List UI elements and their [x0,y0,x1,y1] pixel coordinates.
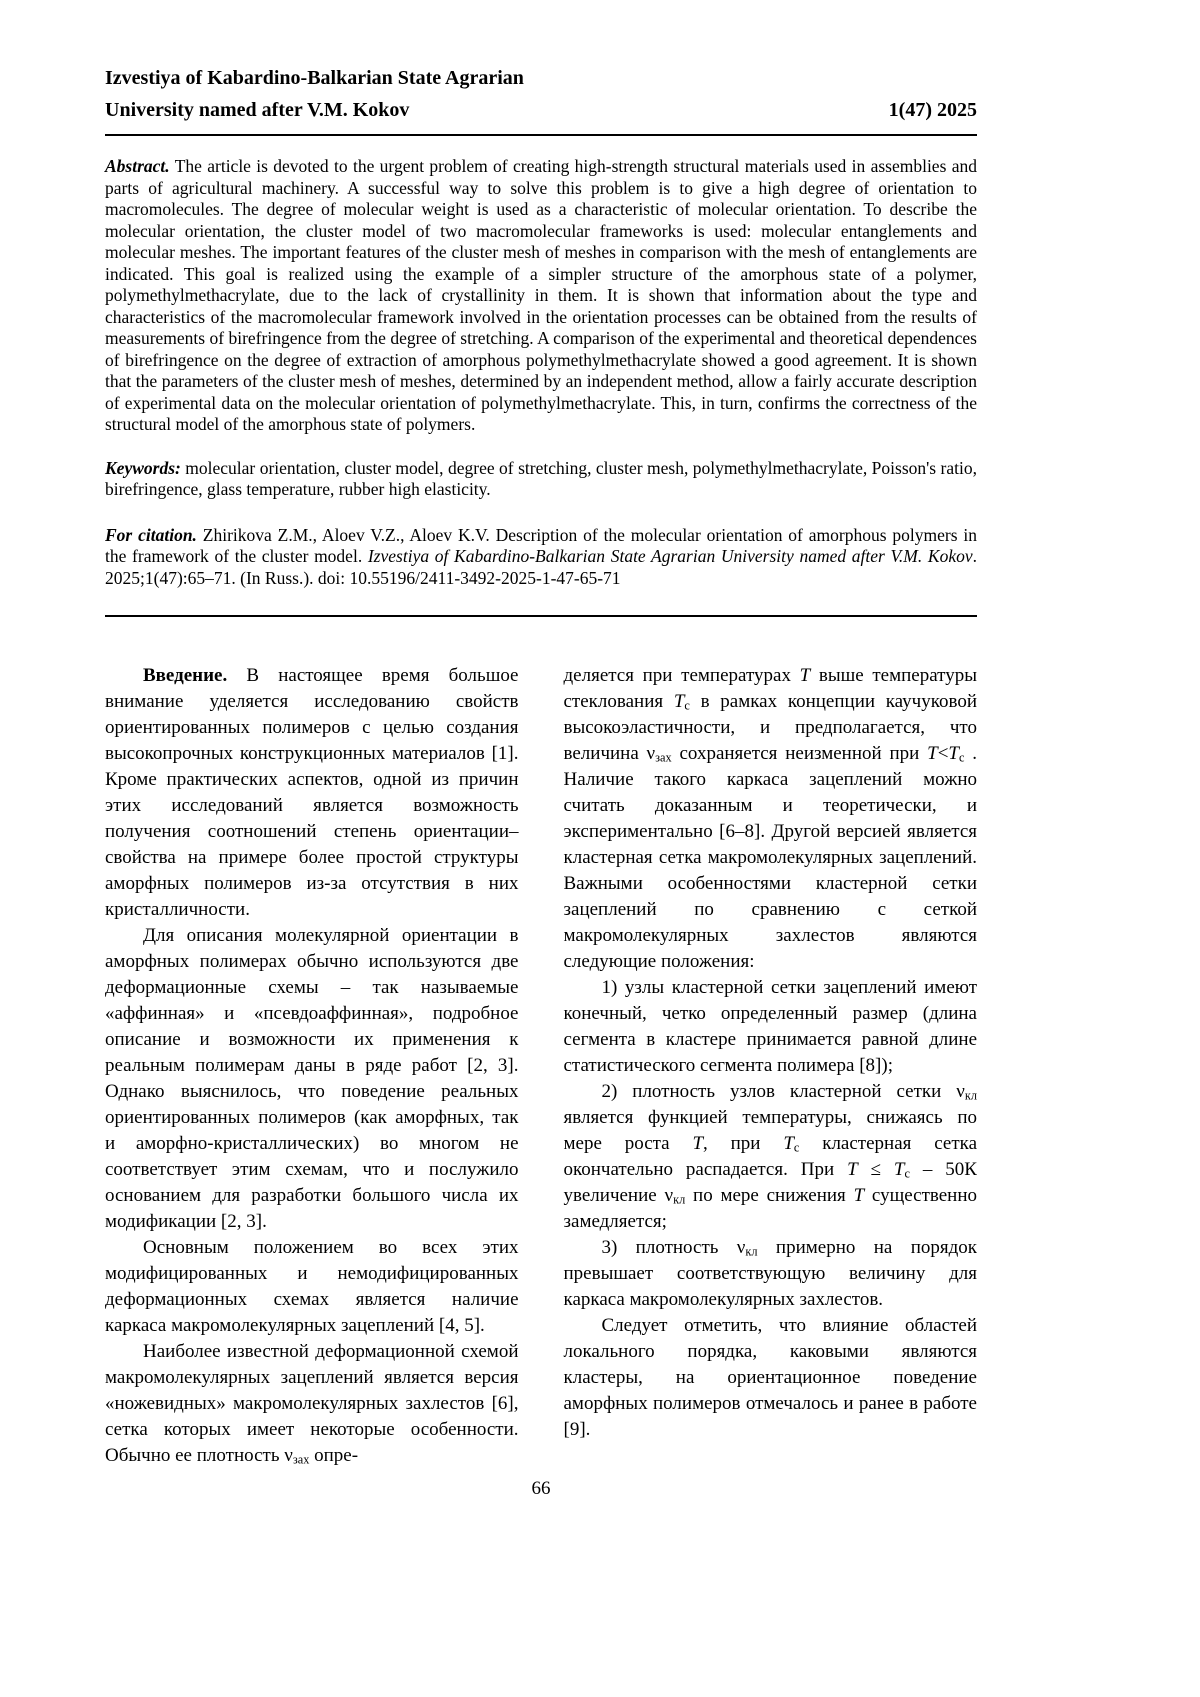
article-body [105,663,977,1469]
intro-paragraph: Введение. В настоящее время большое внимание уделяется исследованию свойств ориентированных полимеров с целью создания высокопрочных конструкционных материалов [1]. Кроме практических аспектов, одной из причин этих исследований является возможность получения соотношений степень ориентации–свойства на примере более простой структуры аморфных полимеров из-за отсутствия в них кристалличности. [105,665,519,920]
abstract-paragraph: Abstract. The article is devoted to the urgent problem of creating high-strength structural materials used in assemblies and parts of agricultural machinery. A successful way to solve this problem is to give a high degree of orientation to macromolecules. The degree of molecular weight is used as a characteristic of molecular orientation. To describe the molecular orientation, the cluster model of two macromolecular frameworks is used: molecular entanglements and molecular meshes. The important features of the cluster mesh of meshes in comparison with the mesh of entanglements are indicated. This goal is realized using the example of a simpler structure of the amorphous state of a polymer, polymethylmethacrylate, due to the lack of crystallinity in them. It is shown that information about the type and characteristics of the macromolecular framework involved in the orientation processes can be obtained from the results of measurements of birefringence from the degree of stretching. A comparison of the experimental and theoretical dependences of birefringence on the degree of extraction of amorphous polymethylmethacrylate showed a good agreement. It is shown that the parameters of the cluster mesh of meshes, determined by an independent method, allow a fairly accurate description of experimental data on the molecular orientation of polymethylmethacrylate. This, in turn, confirms the correctness of the structural model of the amorphous state of polymers. [105,156,977,434]
body-paragraph: Для описания молекулярной ориентации в аморфных полимерах обычно используются две деформационные схемы – так называемые «аффинная» и «псевдоаффинная», подробное описание и возможности их применения к реальным полимерам даны в ряде работ [2, 3]. Однако выяснилось, что поведение реальных ориентированных полимеров (как аморфных, так и аморфно-кристаллических) во многом не соответствует этим схемам, что и послужило основанием для разработки большого числа их модификации [2, 3]. [105,925,519,1232]
page-number: 66 [531,1478,551,1499]
header-row [105,94,977,126]
keywords-paragraph: Keywords: molecular orientation, cluster model, degree of stretching, cluster mesh, polymethylmethacrylate, Poisson's ratio, birefringence, glass temperature, rubber high elasticity. [105,457,977,499]
right-column [564,663,978,1469]
issue-number: 1(47) 2025 [888,99,977,121]
journal-title-line1: Izvestiya of Kabardino-Balkarian State Agrarian [105,67,524,89]
section-divider-rule [105,615,977,617]
body-paragraph: Основным положением во всех этих модифицированных и немодифицированных деформационных схемах является наличие каркаса макромолекулярных зацеплений [4, 5]. [105,1237,519,1336]
body-paragraph: Следует отметить, что влияние областей локального порядка, каковыми являются кластеры, на ориентационное поведение аморфных полимеров отмечалось и ранее в работе [9]. [563,1315,977,1440]
header-rule [105,134,977,136]
page-content [105,62,978,1499]
left-column [105,663,519,1469]
body-paragraph: 3) плотность $\nu_{кл}$ примерно на порядок превышает соответствующую величину для каркаса макромолекулярных захлестов. [563,1237,977,1310]
body-paragraph: Наиболее известной деформационной схемой макромолекулярных зацеплений является версия «ножевидных» макромолекулярных захлестов [6], сетка которых имеет некоторые особенности. Обычно ее плотность $\nu_{зах}$ опре- [105,1341,519,1467]
body-paragraph: 2) плотность узлов кластерной сетки $\nu_{кл}$ является функцией температуры, снижаясь по мере роста T, при $T_с$ кластерная сетка окончательно распадается. При $T \le T_с - 50К$ увеличение $\nu_{кл}$ по мере снижения T существенно замедляется; [563,1081,977,1232]
front-matter [105,156,977,589]
body-paragraph: 1) узлы кластерной сетки зацеплений имеют конечный, четко определенный размер (длина сегмента в кластере принимается равной длине статистического сегмента полимера [8]); [563,977,977,1076]
citation-paragraph: For citation. Zhirikova Z.M., Aloev V.Z., Aloev K.V. Description of the molecular orientation of amorphous polymers in the framework of the cluster model. Izvestiya of Kabardino-Balkarian State Agrarian University named after V.M. Kokov. 2025;1(47):65–71. (In Russ.). doi: 10.55196/2411-3492-2025-1-47-65-71 [105,524,977,588]
body-paragraph: деляется при температурах T выше температуры стеклования $T_с$ в рамках концепции каучуковой высокоэластичности, и предполагается, что величина $\nu_{зах}$ сохраняется неизменной при $T<T_с$ . Наличие такого каркаса зацеплений можно считать доказанным и теоретически, и экспериментально [6–8]. Другой версией является кластерная сетка макромолекулярных зацеплений. Важными особенностями кластерной сетки зацеплений по сравнению с сеткой макромолекулярных захлестов являются следующие положения: [563,665,978,972]
journal-title-line2: University named after V.M. Kokov [105,99,410,121]
page-header [105,62,977,126]
